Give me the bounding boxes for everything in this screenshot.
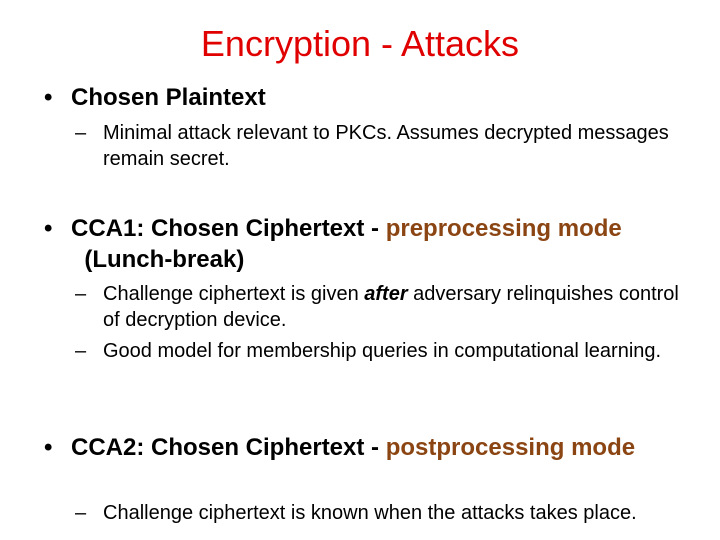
sub-bullet-text (103, 281, 683, 333)
sub-bullet-minimal-attack (75, 120, 683, 172)
bullet-label-suffix: (Lunch-break) (71, 246, 245, 273)
sub-bullet-marker: – (75, 283, 87, 305)
bullet-label-prefix: CCA1: Chosen Ciphertext - (71, 215, 386, 242)
sub-bullet-challenge-known (75, 500, 683, 526)
sub-bullet-text: Minimal attack relevant to PKCs. Assumes decrypted messages remain secret. (103, 122, 669, 170)
bullet-marker: • (44, 215, 53, 242)
sub-bullet-marker: – (75, 340, 87, 362)
bullet-label: Chosen Plaintext (71, 84, 266, 111)
bullet-cca1 (44, 213, 691, 275)
sub-bullet-marker: – (75, 502, 87, 524)
sub-bullet-challenge-after (75, 281, 683, 333)
bullet-label-accent: preprocessing mode (385, 215, 622, 242)
sub-bullet-marker: – (75, 122, 87, 144)
sub-bullet-emphasis: after (364, 283, 408, 305)
sub-bullet-text: Challenge ciphertext is known when the attacks takes place. (103, 502, 637, 524)
bullet-label-accent: postprocessing mode (385, 434, 636, 461)
bullet-marker: • (44, 434, 53, 461)
bullet-label-prefix: CCA2: Chosen Ciphertext - (71, 434, 386, 461)
bullet-label (71, 432, 691, 463)
bullet-chosen-plaintext (44, 82, 691, 113)
sub-bullet-text: Good model for membership queries in computational learning. (103, 340, 662, 362)
sub-bullet-text-before: Challenge ciphertext is given (103, 283, 365, 305)
bullet-cca2 (44, 432, 691, 463)
bullet-label (71, 213, 691, 275)
bullet-marker: • (44, 84, 53, 111)
sub-bullet-membership-queries (75, 338, 683, 364)
slide-title: Encryption - Attacks (200, 23, 520, 64)
sub-bullet-text-after: adversary relinquishes control of decryption device. (103, 283, 679, 331)
